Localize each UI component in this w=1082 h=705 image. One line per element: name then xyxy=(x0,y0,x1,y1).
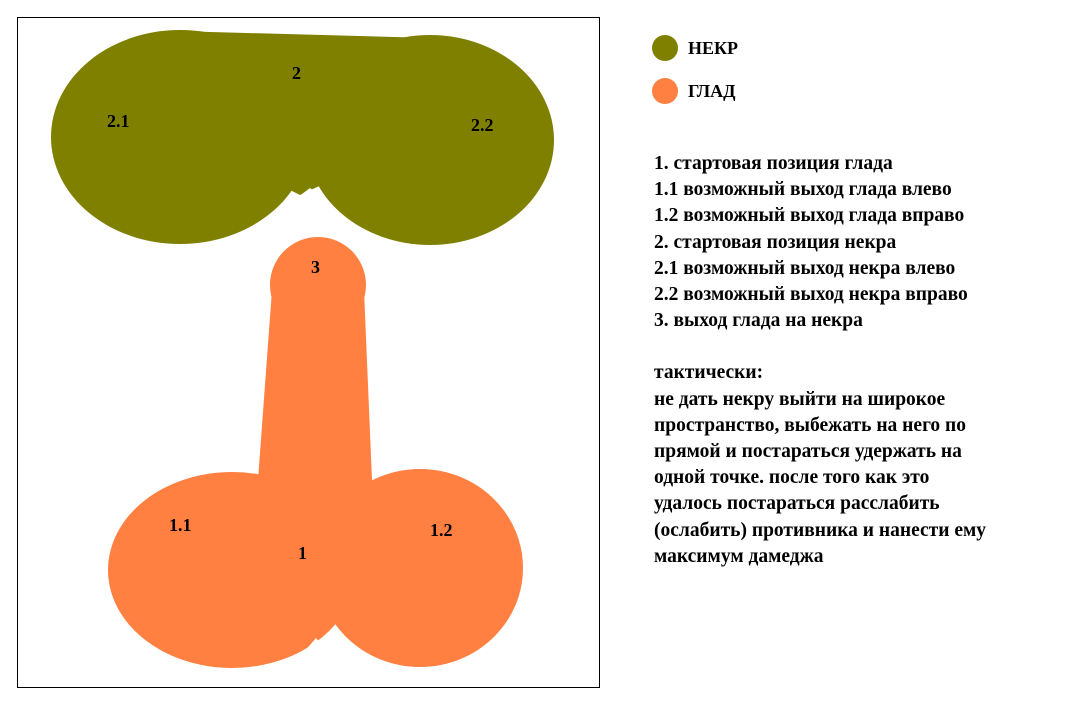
zone-label-1-2: 1.2 xyxy=(430,520,453,540)
tactics-title: тактически: xyxy=(654,362,764,384)
glad-color-swatch xyxy=(652,78,678,104)
note-item: 2. стартовая позиция некра xyxy=(654,231,897,253)
necro-notch xyxy=(294,188,326,240)
zone-label-2: 2 xyxy=(292,63,301,83)
tactics-line: (ослабить) противника и нанести ему xyxy=(654,519,987,541)
legend-label-necro: НЕКР xyxy=(688,37,739,58)
zone-label-1-1: 1.1 xyxy=(169,515,192,535)
tactics-line: не дать некру выйти на широкое xyxy=(654,388,946,410)
glad-zone xyxy=(108,237,523,668)
notes-spacer xyxy=(654,334,1074,360)
zone-label-3: 3 xyxy=(311,257,320,277)
tactics-line: максимум дамеджа xyxy=(654,545,824,567)
tactics-line: пространство, выбежать на него по xyxy=(654,414,967,436)
legend-item-necro xyxy=(652,34,738,62)
note-item: 1. стартовая позиция глада xyxy=(654,153,893,174)
note-item: 2.2 возможный выход некра вправо xyxy=(654,284,968,306)
note-item: 3. выход глада на некра xyxy=(654,310,863,332)
tactics-line: одной точке. после того как это xyxy=(654,467,930,489)
zone-label-2-2: 2.2 xyxy=(471,115,494,135)
note-item: 1.1 возможный выход глада влево xyxy=(654,179,952,201)
zone-label-2-1: 2.1 xyxy=(107,111,130,131)
necro-color-swatch xyxy=(652,35,678,61)
notes-panel xyxy=(654,151,1074,570)
legend-label-glad: ГЛАД xyxy=(688,80,736,101)
tactics-line: удалось постараться расслабить xyxy=(654,493,940,515)
note-item: 1.2 возможный выход глада вправо xyxy=(654,205,965,227)
tactics-line: прямой и постараться удержать на xyxy=(654,441,962,463)
legend-item-glad xyxy=(652,77,736,105)
note-item: 2.1 возможный выход некра влево xyxy=(654,257,956,279)
zone-label-1: 1 xyxy=(298,543,307,563)
